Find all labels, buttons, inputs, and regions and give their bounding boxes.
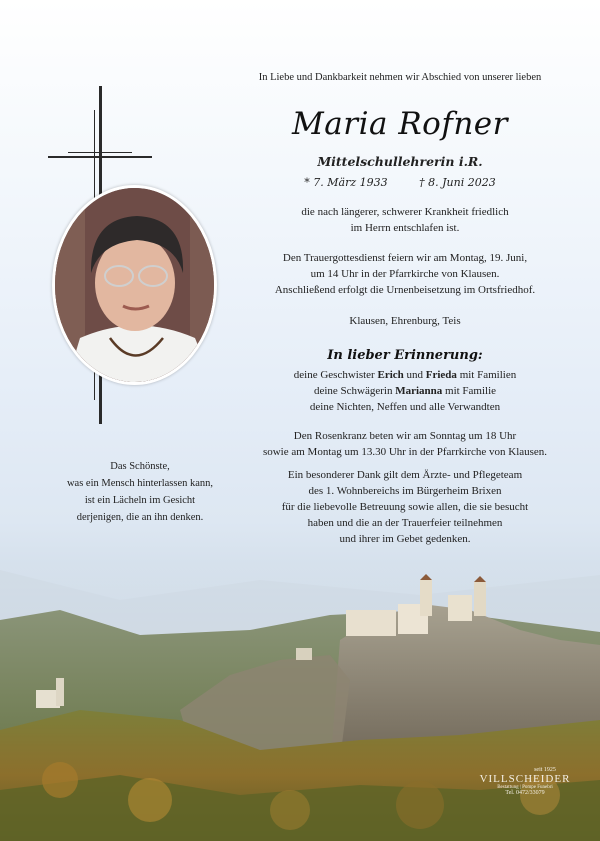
logo-since: seit 1925 bbox=[534, 767, 556, 773]
family-name: Erich bbox=[377, 369, 404, 381]
thanks-line: Ein besonderer Dank gilt dem Ärzte- und Pflegeteam bbox=[287, 469, 523, 481]
passing-text bbox=[230, 204, 580, 236]
thanks-line: und ihrer im Gebet gedenken. bbox=[339, 533, 471, 545]
deceased-name: Maria Rofner bbox=[292, 106, 508, 142]
portrait-photo bbox=[52, 185, 217, 385]
rosary-text bbox=[230, 428, 580, 460]
life-dates bbox=[210, 176, 590, 189]
service-line: Den Trauergottesdienst feiern wir am Montag, 19. Juni, bbox=[282, 252, 528, 264]
places-text: Klausen, Ehrenburg, Teis bbox=[349, 315, 461, 327]
deceased-profession: Mittelschullehrerin i.R. bbox=[317, 154, 483, 169]
landscape-image bbox=[0, 560, 600, 841]
funeral-home-logo bbox=[470, 767, 580, 796]
family-text-part: mit Familie bbox=[445, 385, 497, 397]
quote-line: derjenigen, die an ihn denken. bbox=[76, 512, 204, 523]
intro-text: In Liebe und Dankbarkeit nehmen wir Abschied von unserer lieben bbox=[258, 72, 542, 83]
death-date: † 8. Juni 2023 bbox=[419, 176, 496, 189]
family-text-part: deine Schwägerin bbox=[313, 385, 393, 397]
memory-title: In lieber Erinnerung: bbox=[327, 348, 483, 363]
rosary-line: Den Rosenkranz beten wir am Sonntag um 18 Uhr bbox=[293, 430, 517, 442]
service-line: Anschließend erfolgt die Urnenbeisetzung im Ortsfriedhof. bbox=[274, 284, 536, 296]
cross-horizontal-bar bbox=[48, 156, 152, 158]
passing-line: die nach längerer, schwerer Krankheit friedlich bbox=[301, 206, 509, 218]
family-line bbox=[230, 383, 580, 399]
logo-brand: VILLSCHEIDER bbox=[479, 773, 571, 785]
cross-horizontal-bar-thin bbox=[68, 152, 132, 153]
service-text bbox=[230, 250, 580, 298]
thanks-line: für die liebevolle Betreuung sowie allen, die sie besucht bbox=[281, 501, 529, 513]
rosary-line: sowie am Montag um 13.30 Uhr in der Pfarrkirche von Klausen. bbox=[262, 446, 548, 458]
logo-phone: Tel. 0472/33079 bbox=[505, 790, 545, 796]
family-text-part: mit Familien bbox=[459, 369, 517, 381]
family-line: deine Nichten, Neffen und alle Verwandten bbox=[309, 401, 501, 413]
memorial-quote bbox=[40, 458, 240, 526]
quote-line: Das Schönste, bbox=[110, 461, 170, 472]
logo-subtitle: Bestattung | Pompe Funebri bbox=[497, 785, 553, 790]
thanks-line: haben und die an der Trauerfeier teilnehmen bbox=[307, 517, 503, 529]
family-text-part: und bbox=[406, 369, 424, 381]
passing-line: im Herrn entschlafen ist. bbox=[350, 222, 460, 234]
family-text bbox=[230, 367, 580, 415]
birth-date: * 7. März 1933 bbox=[304, 176, 388, 189]
service-line: um 14 Uhr in der Pfarrkirche von Klausen. bbox=[310, 268, 500, 280]
quote-line: ist ein Lächeln im Gesicht bbox=[84, 495, 196, 506]
thanks-text bbox=[230, 467, 580, 547]
family-name: Frieda bbox=[425, 369, 457, 381]
thanks-line: des 1. Wohnbereichs im Bürgerheim Brixen bbox=[308, 485, 502, 497]
quote-line: was ein Mensch hinterlassen kann, bbox=[66, 478, 214, 489]
family-text-part: deine Geschwister bbox=[293, 369, 375, 381]
family-name: Marianna bbox=[395, 385, 443, 397]
family-line bbox=[230, 367, 580, 383]
